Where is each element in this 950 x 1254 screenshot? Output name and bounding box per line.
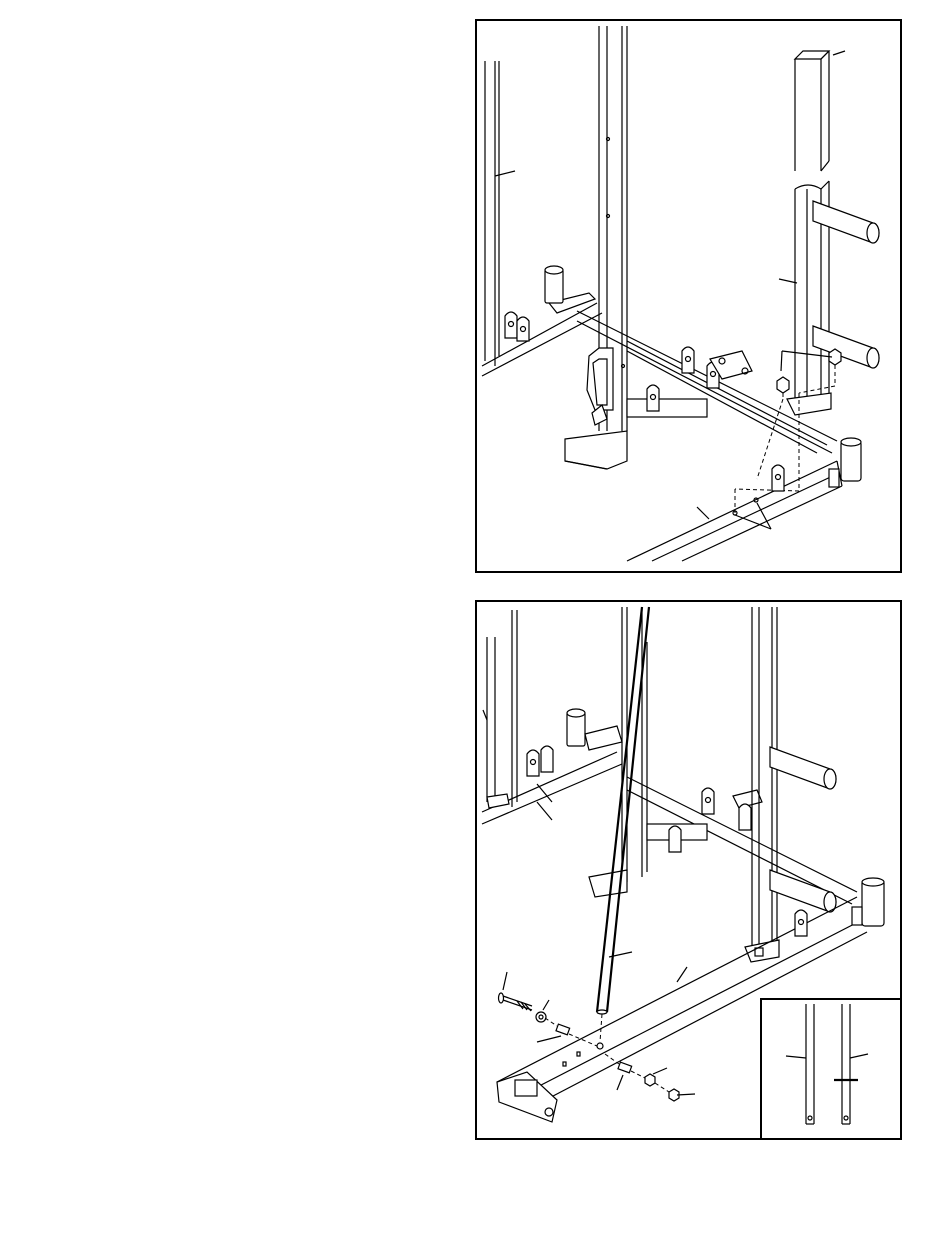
detail-inset [760, 998, 900, 1138]
lower-assembly-figure [475, 600, 902, 1140]
center-cross-tube [627, 777, 857, 904]
angled-support-bar [597, 607, 649, 1042]
left-instruction-area [0, 0, 460, 1254]
rear-base-tube [482, 709, 622, 824]
center-upright [565, 26, 627, 469]
front-base-rail [627, 438, 861, 561]
upper-assembly-figure [475, 19, 902, 573]
center-cross-tube [577, 311, 837, 453]
rear-base-tube [482, 266, 602, 376]
inset-tube-right [834, 1004, 868, 1124]
inset-drawing [762, 1000, 898, 1136]
right-weight-upright [745, 607, 836, 962]
upper-assembly-drawing [477, 21, 900, 571]
left-rear-upright [483, 610, 517, 807]
center-upright [589, 607, 647, 897]
upper-fasteners [735, 349, 841, 513]
inset-tube-left [786, 1004, 814, 1124]
